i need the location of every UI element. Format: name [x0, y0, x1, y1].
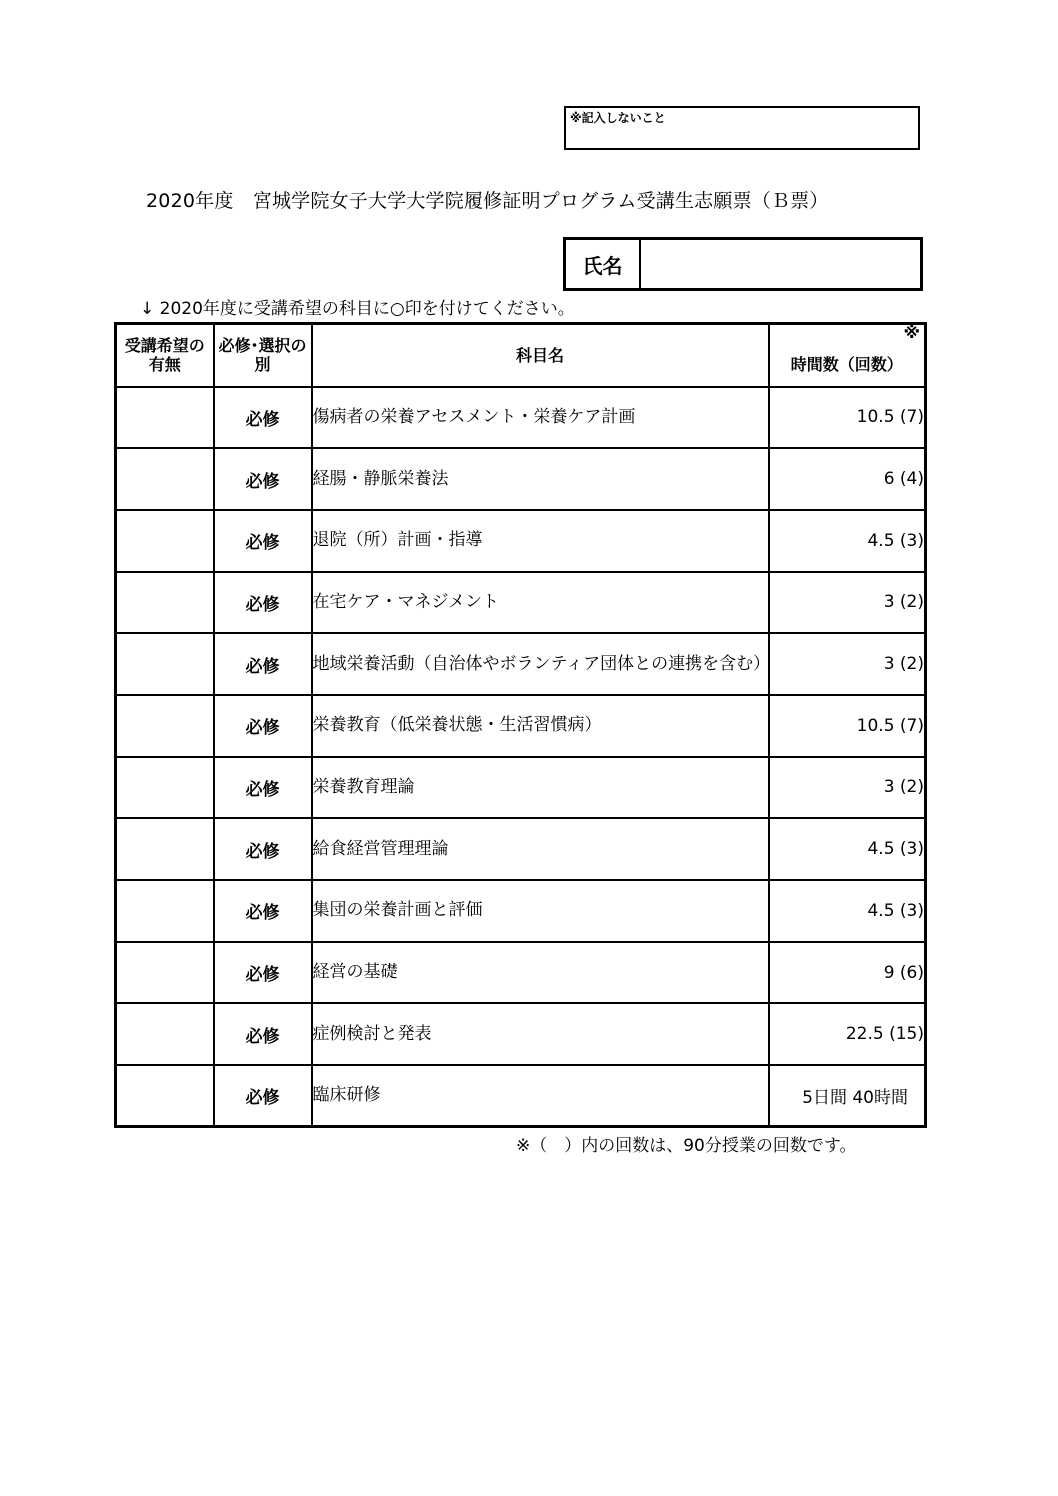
apply-cell[interactable]: [116, 757, 214, 819]
type-cell: 必修: [214, 818, 312, 880]
hours-cell: 3 (2): [769, 572, 926, 634]
apply-cell[interactable]: [116, 942, 214, 1004]
hours-cell: 5日間 40時間: [769, 1065, 926, 1127]
type-cell: 必修: [214, 1065, 312, 1127]
apply-cell[interactable]: [116, 1003, 214, 1065]
apply-cell[interactable]: [116, 633, 214, 695]
apply-cell[interactable]: [116, 448, 214, 510]
table-row: [116, 387, 926, 449]
office-use-label: ※記入しないこと: [570, 111, 666, 125]
hours-cell: 4.5 (3): [769, 880, 926, 942]
header-hours-note-mark: ※: [903, 323, 920, 343]
header-hours: [769, 324, 926, 387]
subject-cell: 臨床研修: [312, 1065, 769, 1127]
type-cell: 必修: [214, 695, 312, 757]
table-row: [116, 695, 926, 757]
subject-cell: 集団の栄養計画と評価: [312, 880, 769, 942]
apply-cell[interactable]: [116, 1065, 214, 1127]
hours-cell: 4.5 (3): [769, 510, 926, 572]
subject-cell: 経営の基礎: [312, 942, 769, 1004]
header-apply: [116, 324, 214, 387]
subject-cell: 症例検討と発表: [312, 1003, 769, 1065]
header-subject-label: 科目名: [515, 345, 564, 365]
table-header-row: [116, 324, 926, 387]
instruction-text: ↓ 2020年度に受講希望の科目に○印を付けてください。: [140, 299, 575, 319]
type-cell: 必修: [214, 510, 312, 572]
table-row: [116, 572, 926, 634]
hours-cell: 9 (6): [769, 942, 926, 1004]
header-apply-label: 受講希望の有無: [124, 336, 205, 375]
apply-cell[interactable]: [116, 818, 214, 880]
hours-cell: 10.5 (7): [769, 695, 926, 757]
office-use-box: [564, 106, 920, 150]
type-cell: 必修: [214, 572, 312, 634]
subject-cell: 給食経営管理理論: [312, 818, 769, 880]
type-cell: 必修: [214, 387, 312, 449]
subject-cell: 傷病者の栄養アセスメント・栄養ケア計画: [312, 387, 769, 449]
apply-cell[interactable]: [116, 880, 214, 942]
name-field[interactable]: [641, 240, 920, 288]
form-title: 2020年度 宮城学院女子大学大学院履修証明プログラム受講生志願票（Ｂ票）: [146, 190, 829, 212]
hours-cell: 3 (2): [769, 757, 926, 819]
type-cell: 必修: [214, 448, 312, 510]
table-row: [116, 448, 926, 510]
table-row: [116, 633, 926, 695]
type-cell: 必修: [214, 757, 312, 819]
hours-cell: 3 (2): [769, 633, 926, 695]
header-type-label: 必修･選択の別: [218, 336, 307, 375]
table-row: [116, 510, 926, 572]
table-row: [116, 880, 926, 942]
footnote: ※（ ）内の回数は、90分授業の回数です。: [516, 1136, 857, 1156]
subject-cell: 栄養教育（低栄養状態・生活習慣病）: [312, 695, 769, 757]
hours-cell: 6 (4): [769, 448, 926, 510]
subject-cell: 退院（所）計画・指導: [312, 510, 769, 572]
subject-cell: 地域栄養活動（自治体やボランティア団体との連携を含む）: [312, 633, 769, 695]
hours-cell: 4.5 (3): [769, 818, 926, 880]
apply-cell[interactable]: [116, 387, 214, 449]
type-cell: 必修: [214, 942, 312, 1004]
type-cell: 必修: [214, 1003, 312, 1065]
header-hours-label: 時間数（回数）: [790, 354, 903, 374]
table-row: [116, 942, 926, 1004]
apply-cell[interactable]: [116, 510, 214, 572]
subject-cell: 栄養教育理論: [312, 757, 769, 819]
hours-cell: 22.5 (15): [769, 1003, 926, 1065]
subject-cell: 在宅ケア・マネジメント: [312, 572, 769, 634]
type-cell: 必修: [214, 880, 312, 942]
table-row: [116, 1003, 926, 1065]
table-row: [116, 818, 926, 880]
table-row: [116, 1065, 926, 1127]
header-subject: [312, 324, 769, 387]
table-row: [116, 757, 926, 819]
subject-cell: 経腸・静脈栄養法: [312, 448, 769, 510]
name-label: 氏名: [566, 240, 641, 288]
course-table: [114, 322, 927, 1128]
name-box: [563, 237, 923, 291]
apply-cell[interactable]: [116, 572, 214, 634]
hours-cell: 10.5 (7): [769, 387, 926, 449]
type-cell: 必修: [214, 633, 312, 695]
header-type: [214, 324, 312, 387]
apply-cell[interactable]: [116, 695, 214, 757]
